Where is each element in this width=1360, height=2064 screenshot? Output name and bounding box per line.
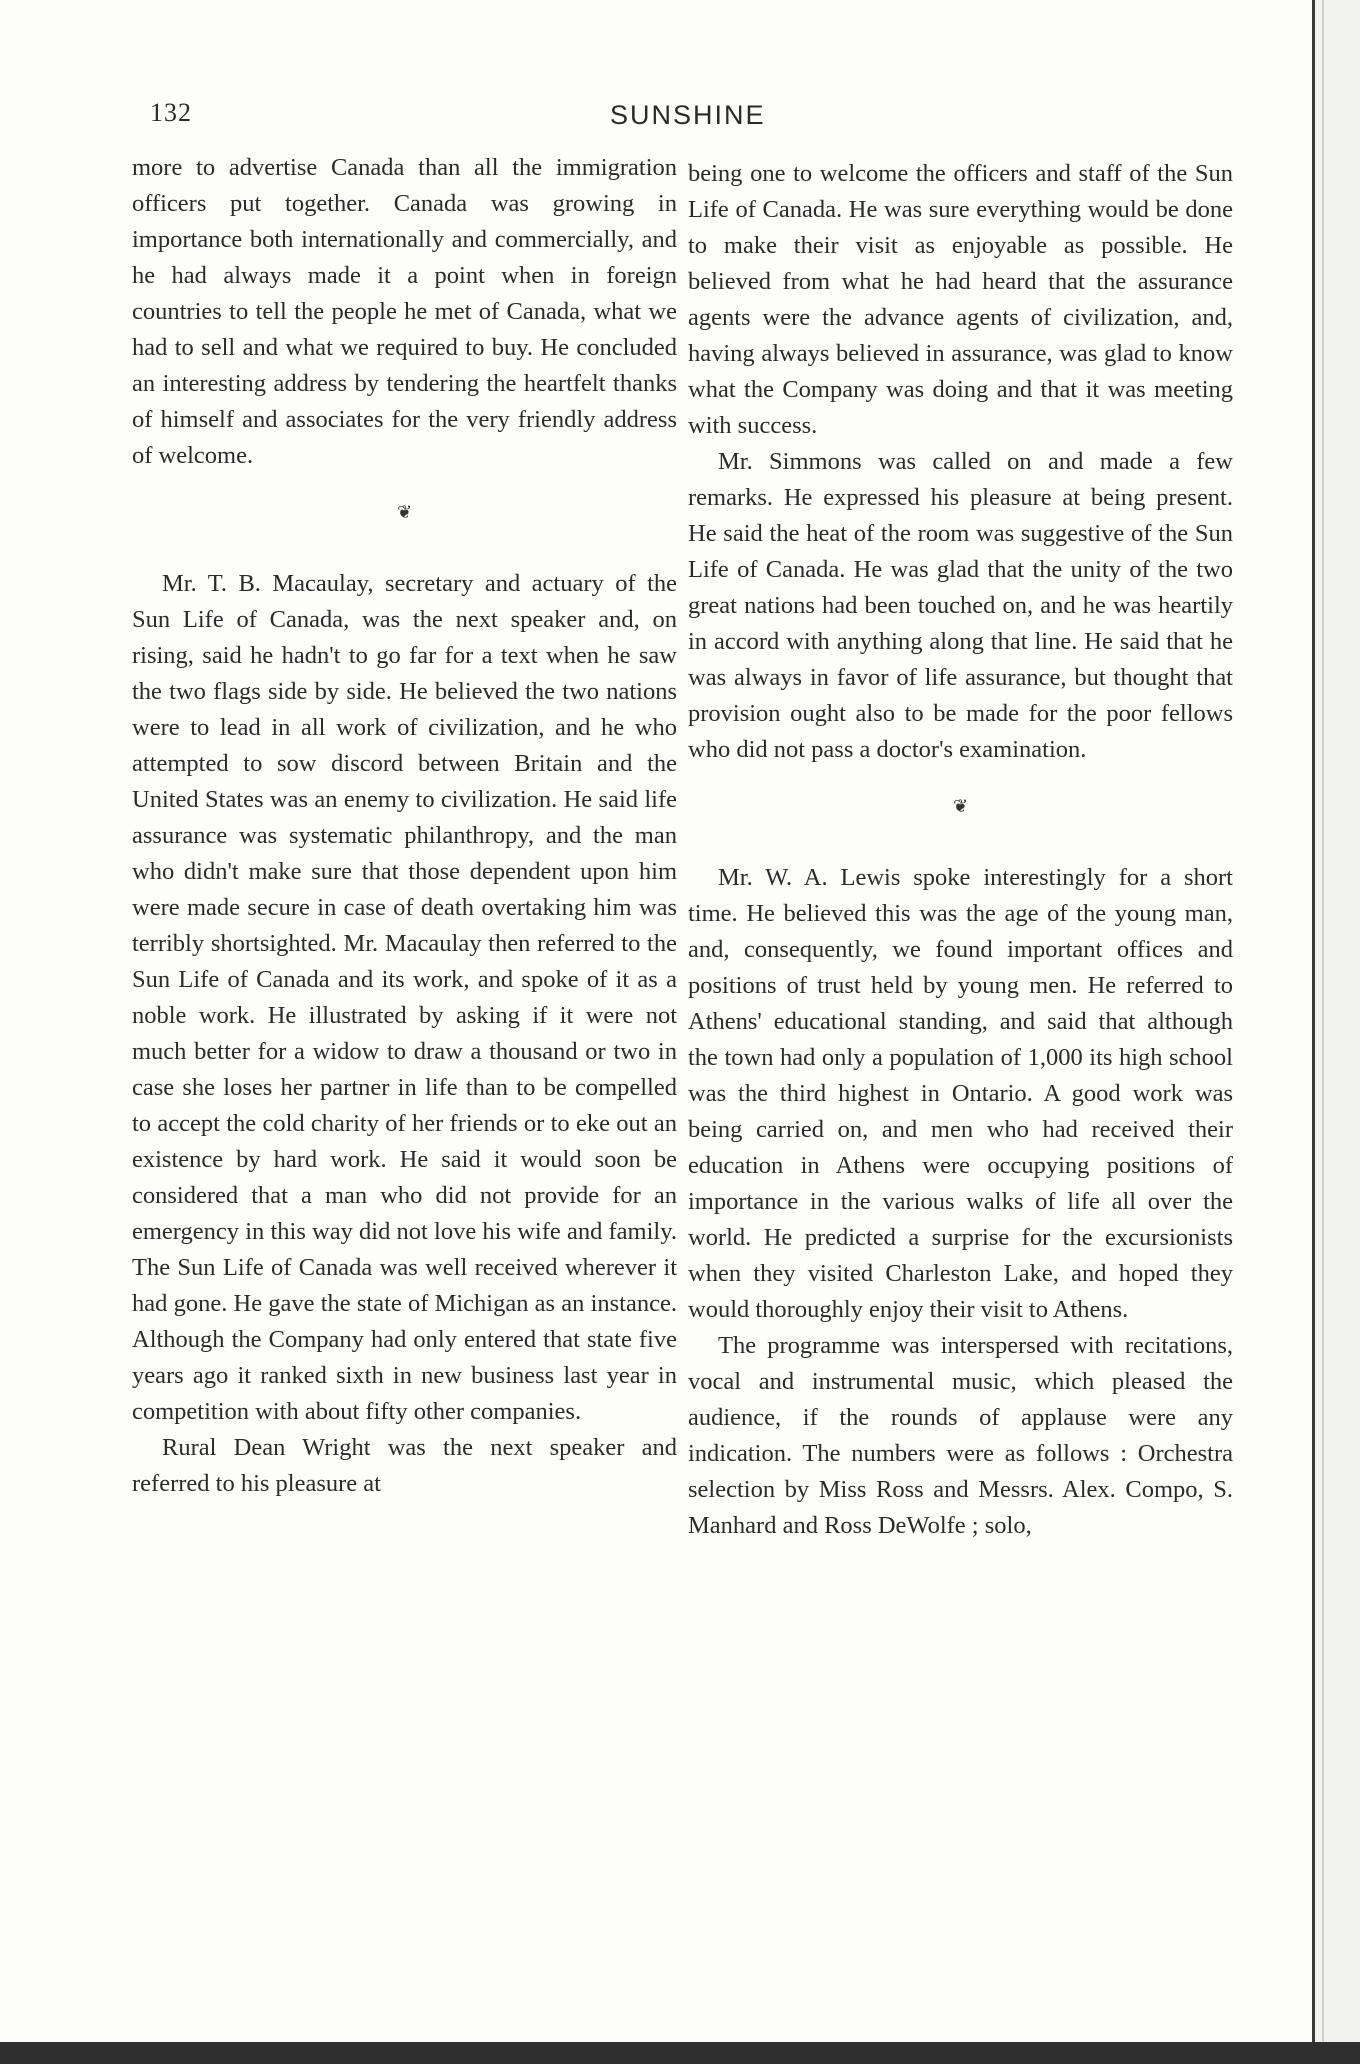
section-ornament-icon: [688, 768, 1233, 860]
ornament-glyph: ❦: [952, 796, 969, 816]
page-edge-bottom: [0, 2042, 1360, 2064]
left-column: [132, 150, 677, 1502]
page-edge-line: [1322, 0, 1324, 2064]
running-head: SUNSHINE: [610, 100, 766, 130]
right-paragraph-2: Mr. Simmons was called on and made a few remarks. He expressed his pleasure at being present. He said the heat of the room was suggestive of the Sun Life of Canada. He was glad that the unity of the two great nations had been touched on, and he was heartily in accord with anything along that line. He said that he was always in favor of life assurance, but thought that provision ought also to be made for the poor fellows who did not pass a doctor's examination.: [688, 448, 1233, 763]
ornament-glyph: ❦: [396, 502, 413, 522]
page-number: 132: [150, 98, 192, 127]
left-paragraph-1: more to advertise Canada than all the immigration officers put together. Canada was growing in importance both internationally and commercially, and he had always made it a point when in foreign countries to tell the people he met of Canada, what we had to sell and what we required to buy. He concluded an interesting address by tendering the heartfelt thanks of himself and associates for the very friendly address of welcome.: [132, 154, 677, 469]
right-paragraph-3: Mr. W. A. Lewis spoke interestingly for a short time. He believed this was the age of the young man, and, consequently, we found important offices and positions of trust held by young men. He referred to Athens' educational standing, and said that although the town had only a population of 1,000 its high school was the third highest in Ontario. A good work was being carried on, and men who had received their education in Athens were occupying positions of importance in the various walks of life all over the world. He predicted a surprise for the excursionists when they visited Charleston Lake, and hoped they would thoroughly enjoy their visit to Athens.: [688, 864, 1233, 1323]
left-paragraph-2: Mr. T. B. Macaulay, secretary and actuary of the Sun Life of Canada, was the next speaker and, on rising, said he hadn't to go far for a text when he saw the two flags side by side. He believed the two nations were to lead in all work of civilization, and he who attempted to sow discord between Britain and the United States was an enemy to civilization. He said life assurance was systematic philanthropy, and the man who didn't make sure that those dependent upon him were made secure in case of death overtaking him was terribly shortsighted. Mr. Macaulay then referred to the Sun Life of Canada and its work, and spoke of it as a noble work. He illustrated by asking if it were not much better for a widow to draw a thousand or two in case she loses her partner in life than to be compelled to accept the cold charity of her friends or to eke out an existence by hard work. He said it would soon be considered that a man who did not provide for an emergency in this way did not love his wife and family. The Sun Life of Canada was well received wherever it had gone. He gave the state of Michigan as an instance. Although the Company had only entered that state five years ago it ranked sixth in new business last year in competition with about fifty other companies.: [132, 570, 677, 1425]
right-paragraph-1: being one to welcome the officers and staff of the Sun Life of Canada. He was sure everything would be done to make their visit as enjoyable as possible. He believed from what he had heard that the assurance agents were the advance agents of civilization, and, having always believed in assurance, was glad to know what the Company was doing and that it was meeting with success.: [688, 160, 1233, 439]
left-paragraph-3: Rural Dean Wright was the next speaker and referred to his pleasure at: [132, 1434, 677, 1497]
right-column: [688, 156, 1233, 1544]
page-edge-right: [1312, 0, 1360, 2064]
section-ornament-icon: [132, 474, 677, 566]
right-paragraph-4: The programme was interspersed with recitations, vocal and instrumental music, which pleased the audience, if the rounds of applause were any indication. The numbers were as follows : Orchestra selection by Miss Ross and Messrs. Alex. Compo, S. Manhard and Ross DeWolfe ; solo,: [688, 1332, 1233, 1539]
